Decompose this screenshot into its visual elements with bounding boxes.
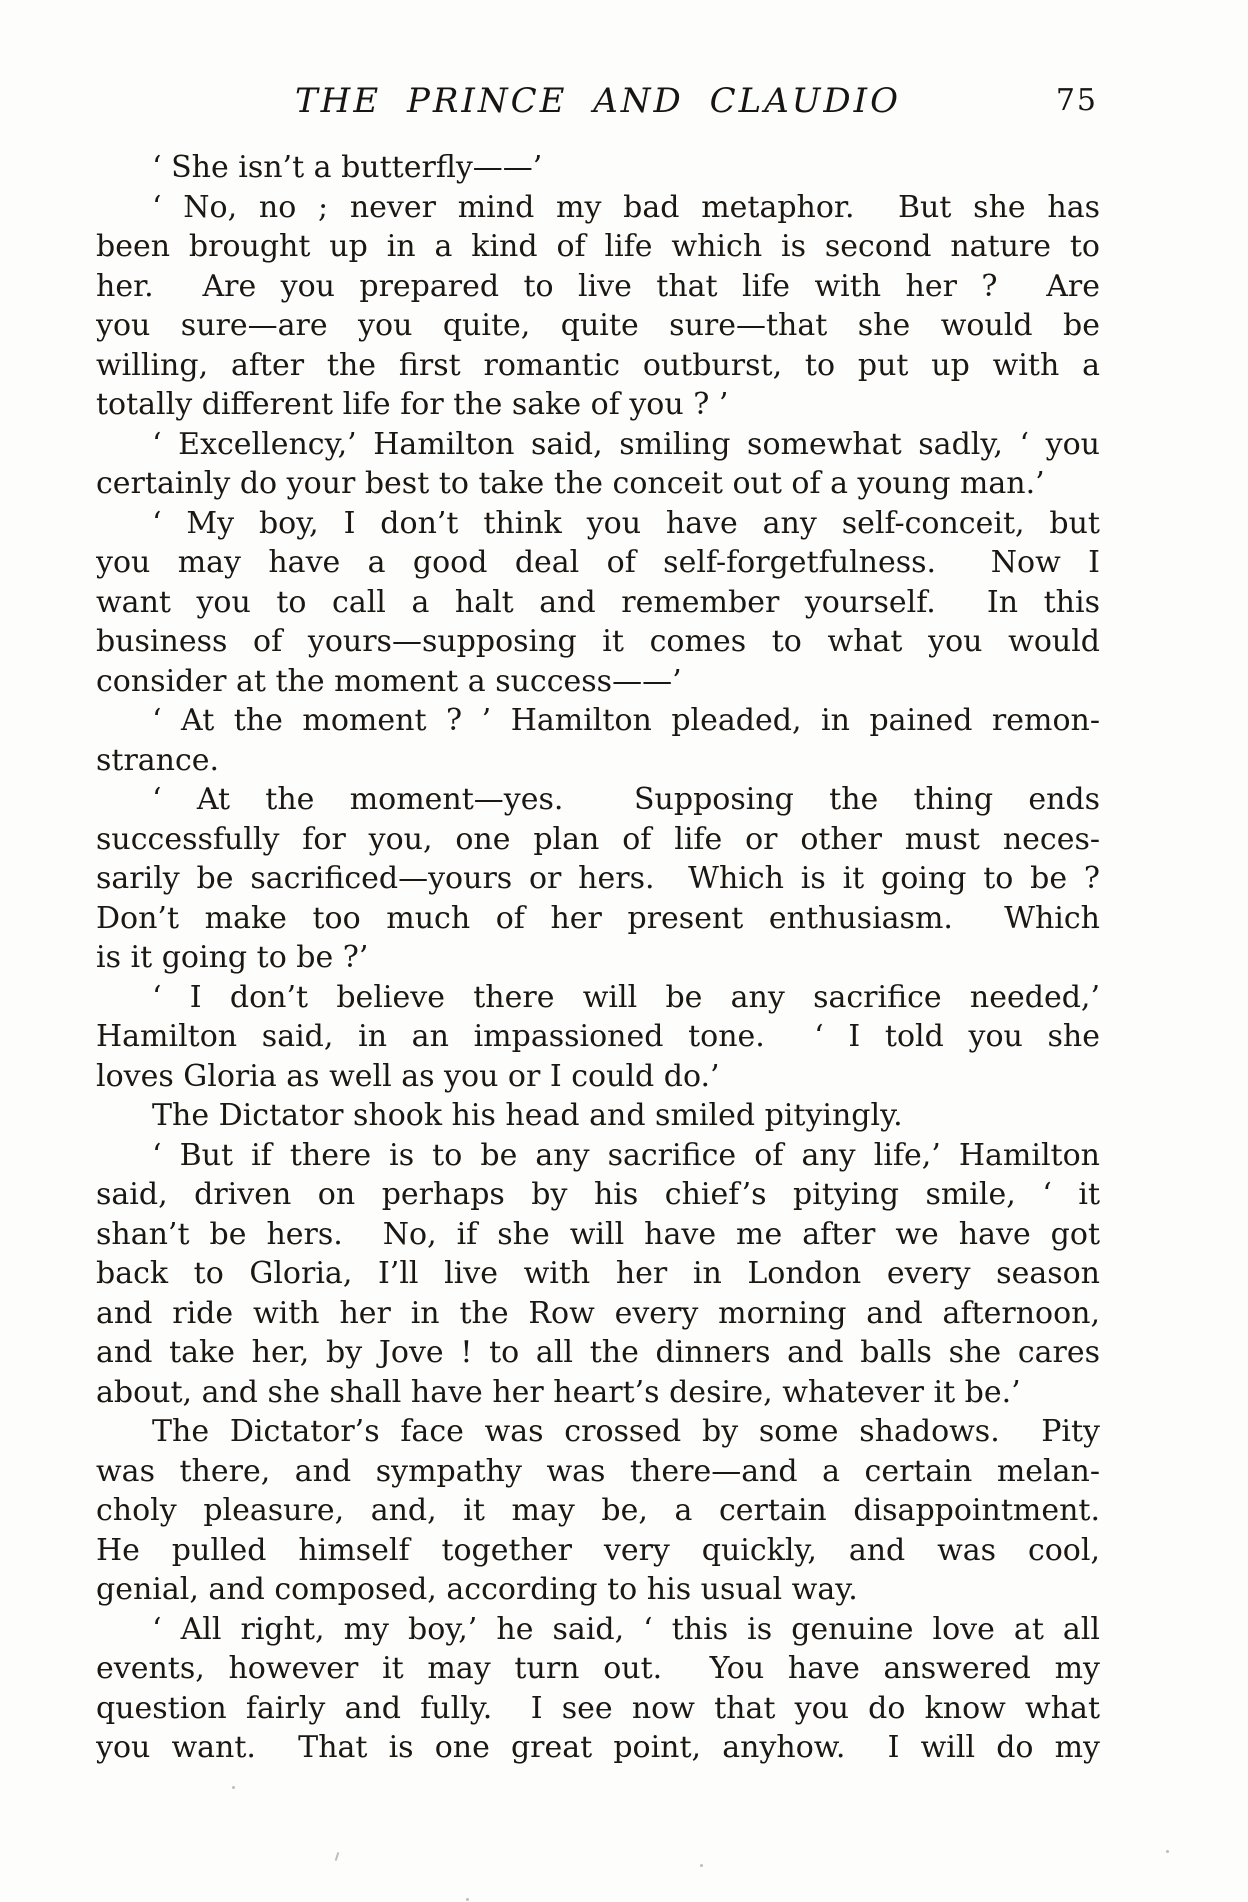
- scan-speck: [335, 1852, 340, 1861]
- scan-speck: [700, 1864, 703, 1867]
- text-line: successfully for you, one plan of life or other must neces-: [96, 821, 1100, 857]
- text-line: ‘ My boy, I don’t think you have any self-conceit, but: [152, 505, 1100, 541]
- text-line: was there, and sympathy was there—and a certain melan-: [96, 1453, 1100, 1489]
- text-line: about, and she shall have her heart’s desire, whatever it be.’: [96, 1374, 1021, 1410]
- text-line: and ride with her in the Row every morning and afternoon,: [96, 1295, 1100, 1331]
- text-line: sarily be sacrificed—yours or hers. Which is it going to be ?: [96, 861, 1100, 896]
- text-line: ‘ Excellency,’ Hamilton said, smiling somewhat sadly, ‘ you: [152, 426, 1100, 462]
- text-line: ‘ At the moment ? ’ Hamilton pleaded, in pained remon-: [152, 703, 1100, 738]
- text-line: The Dictator’s face was crossed by some shadows. Pity: [152, 1414, 1100, 1449]
- scan-speck: [1166, 1850, 1169, 1853]
- text-line: shan’t be hers. No, if she will have me after we have got: [96, 1216, 1100, 1252]
- text-line: Don’t make too much of her present enthusiasm. Which: [96, 900, 1100, 936]
- text-line: you want. That is one great point, anyhow. I will do my: [96, 1730, 1100, 1765]
- text-line: ‘ But if there is to be any sacrifice of any life,’ Hamilton: [152, 1137, 1100, 1173]
- text-line: strance.: [96, 742, 220, 778]
- body-text: [96, 148, 1100, 1768]
- text-line: willing, after the first romantic outburst, to put up with a: [96, 347, 1100, 383]
- text-line: and take her, by Jove ! to all the dinners and balls she cares: [96, 1335, 1100, 1370]
- text-line: consider at the moment a success——’: [96, 663, 682, 699]
- text-line: business of yours—supposing it comes to what you would: [96, 624, 1100, 659]
- text-line: want you to call a halt and remember yourself. In this: [96, 584, 1100, 620]
- text-line: been brought up in a kind of life which is second nature to: [96, 229, 1100, 264]
- text-line: He pulled himself together very quickly, and was cool,: [96, 1532, 1100, 1568]
- text-line: genial, and composed, according to his usual way.: [96, 1572, 858, 1607]
- text-line: certainly do your best to take the conceit out of a young man.’: [96, 466, 1045, 501]
- text-line: Hamilton said, in an impassioned tone. ‘ I told you she: [96, 1019, 1100, 1054]
- text-line: you may have a good deal of self-forgetfulness. Now I: [96, 545, 1100, 580]
- text-line: said, driven on perhaps by his chief’s pitying smile, ‘ it: [96, 1177, 1100, 1212]
- text-line: choly pleasure, and, it may be, a certain disappointment.: [96, 1493, 1100, 1528]
- text-line: is it going to be ?’: [96, 940, 369, 975]
- running-header: [96, 80, 1100, 122]
- scan-speck: [466, 1898, 469, 1901]
- text-line: totally different life for the sake of you ? ’: [96, 387, 729, 422]
- text-line: ‘ No, no ; never mind my bad metaphor. But she has: [152, 189, 1100, 225]
- text-line: events, however it may turn out. You have answered my: [96, 1651, 1100, 1686]
- text-line: ‘ At the moment—yes. Supposing the thing ends: [152, 782, 1100, 817]
- text-line: question fairly and fully. I see now that you do know what: [96, 1690, 1100, 1726]
- text-line: you sure—are you quite, quite sure—that she would be: [96, 308, 1100, 343]
- text-line: her. Are you prepared to live that life with her ? Are: [96, 268, 1100, 304]
- scan-speck: [232, 1786, 235, 1789]
- page-number: 75: [1055, 83, 1098, 118]
- text-line: ‘ I don’t believe there will be any sacrifice needed,’: [152, 979, 1100, 1015]
- text-line: back to Gloria, I’ll live with her in London every season: [96, 1256, 1100, 1291]
- text-line: ‘ She isn’t a butterfly——’: [152, 150, 543, 185]
- text-line: ‘ All right, my boy,’ he said, ‘ this is genuine love at all: [152, 1611, 1100, 1647]
- text-line: loves Gloria as well as you or I could do.’: [96, 1058, 720, 1094]
- text-line: The Dictator shook his head and smiled pityingly.: [152, 1098, 903, 1133]
- running-header-title: THE PRINCE AND CLAUDIO: [295, 81, 901, 121]
